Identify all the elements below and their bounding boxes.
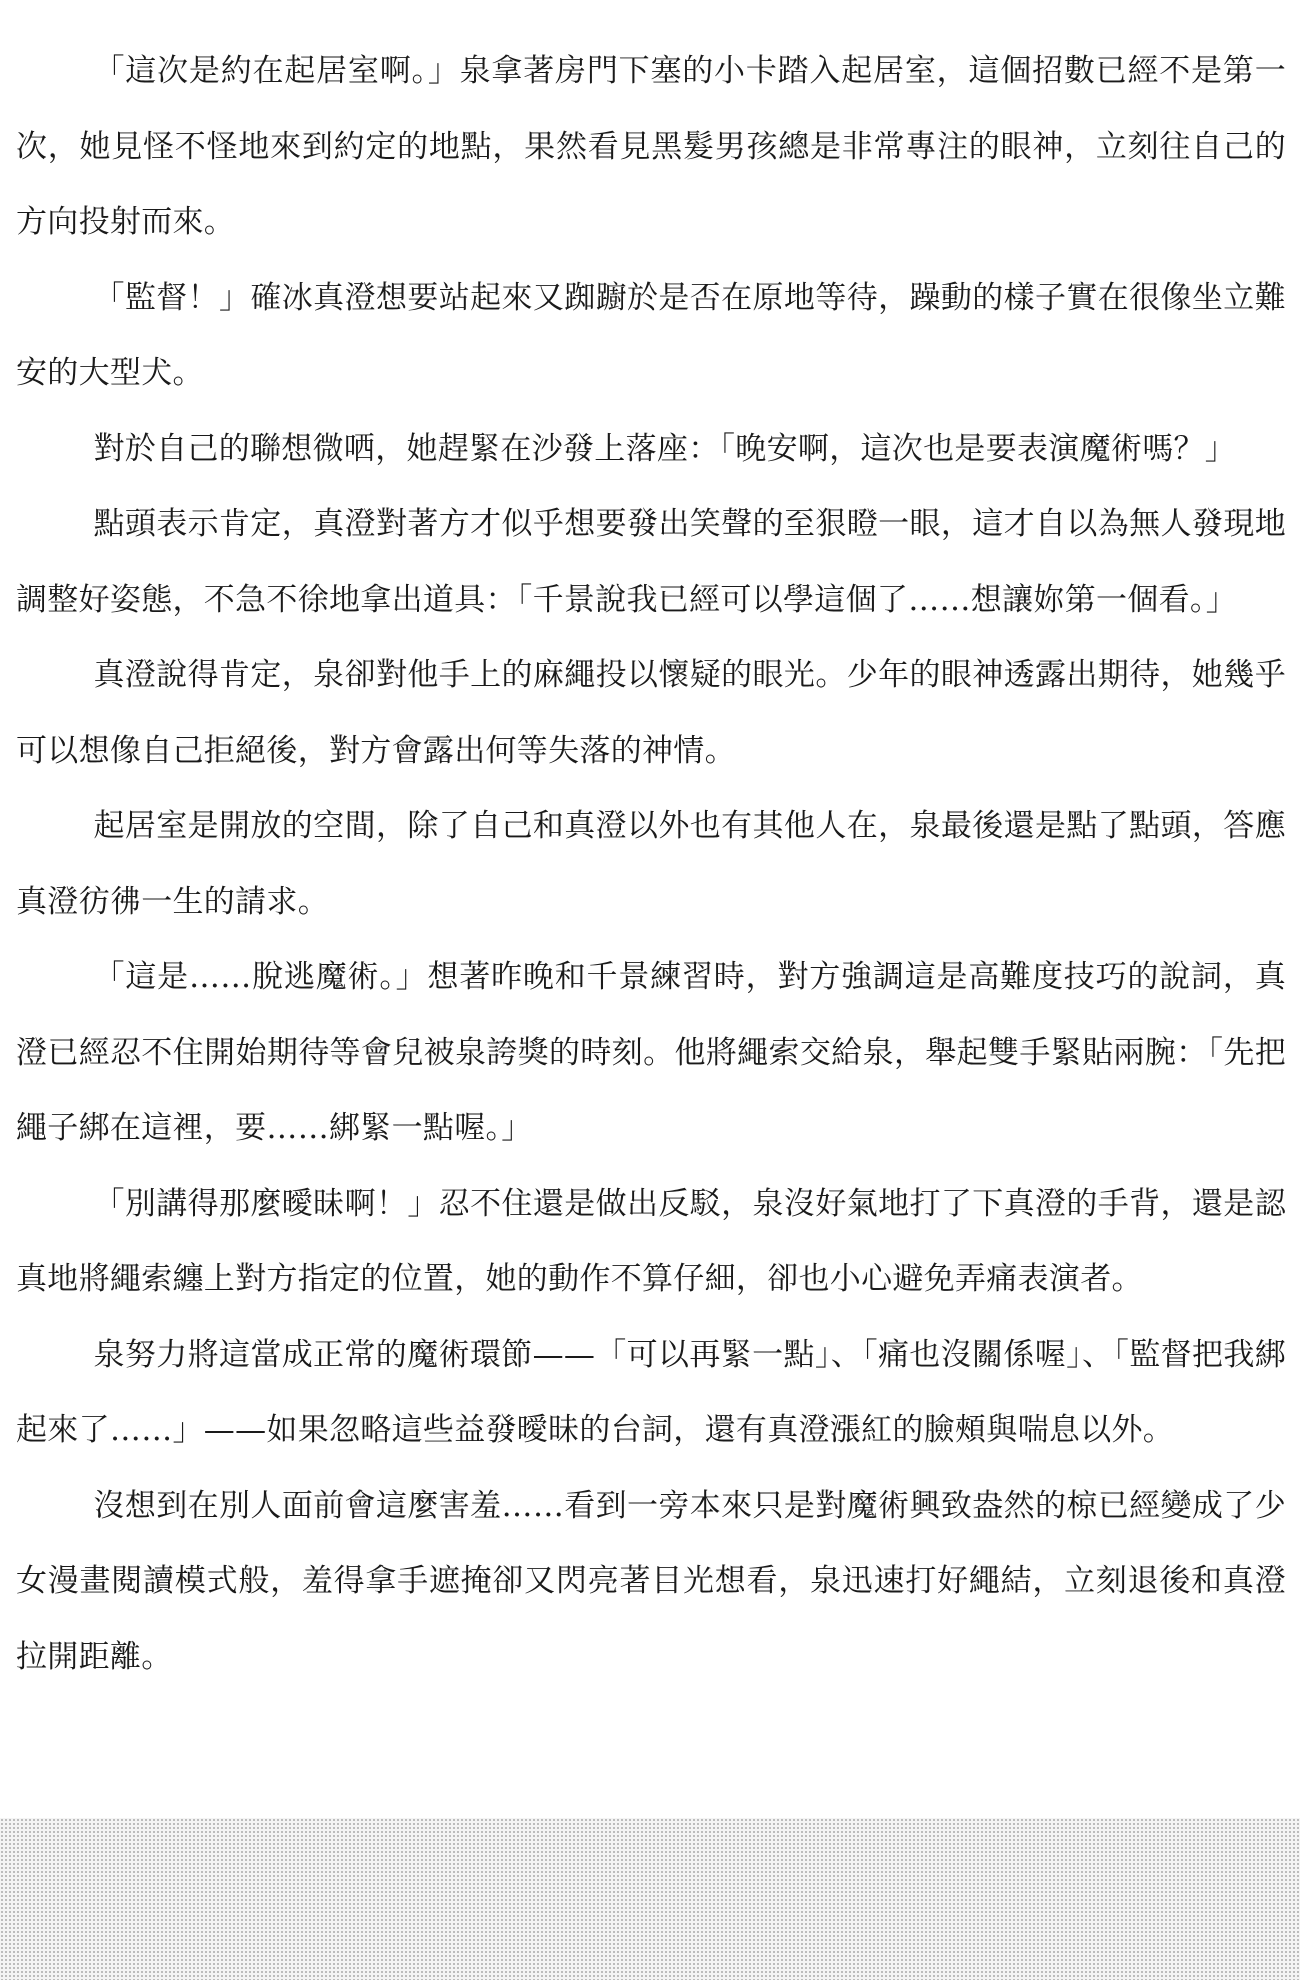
paragraph-4: 點頭表示肯定，真澄對著方才似乎想要發出笑聲的至狠瞪一眼，這才自以為無人發現地調整好姿態，不急不徐地拿出道具：「千景說我已經可以學這個了……想讓妳第一個看。」 bbox=[16, 506, 1286, 618]
paragraph-8: 「別講得那麼曖昧啊！」忍不住還是做出反駁，泉沒好氣地打了下真澄的手背，還是認真地將繩索纏上對方指定的位置，她的動作不算仔細，卻也小心避免弄痛表演者。 bbox=[16, 1185, 1286, 1297]
paragraph-7: 「這是……脫逃魔術。」想著昨晚和千景練習時，對方強調這是高難度技巧的說詞，真澄已經忍不住開始期待等會兒被泉誇獎的時刻。他將繩索交給泉，舉起雙手緊貼兩腕：「先把繩子綁在這裡，要……綁緊一點喔。」 bbox=[16, 959, 1286, 1146]
paragraph-3: 對於自己的聯想微哂，她趕緊在沙發上落座：「晚安啊，這次也是要表演魔術嗎？」 bbox=[93, 430, 1237, 467]
paragraph-9: 泉努力將這當成正常的魔術環節——「可以再緊一點」、「痛也沒關係喔」、「監督把我綁起來了……」——如果忽略這些益發曖昧的台詞，還有真澄漲紅的臉頰與喘息以外。 bbox=[16, 1336, 1286, 1448]
body-text bbox=[16, 34, 1286, 1695]
paragraph-1: 「這次是約在起居室啊。」泉拿著房門下塞的小卡踏入起居室，這個招數已經不是第一次，她見怪不怪地來到約定的地點，果然看見黑髮男孩總是非常專注的眼神，立刻往自己的方向投射而來。 bbox=[16, 53, 1286, 240]
paragraph-5: 真澄說得肯定，泉卻對他手上的麻繩投以懷疑的眼光。少年的眼神透露出期待，她幾乎可以想像自己拒絕後，對方會露出何等失落的神情。 bbox=[16, 657, 1286, 769]
paragraph-10: 沒想到在別人面前會這麼害羞……看到一旁本來只是對魔術興致盎然的椋已經變成了少女漫畫閱讀模式般，羞得拿手遮掩卻又閃亮著目光想看，泉迅速打好繩結，立刻退後和真澄拉開距離。 bbox=[16, 1487, 1286, 1675]
paragraph-2: 「監督！」確冰真澄想要站起來又踟躕於是否在原地等待，躁動的樣子實在很像坐立難安的大型犬。 bbox=[16, 279, 1286, 391]
screentone-overlay bbox=[0, 1818, 1300, 1980]
paragraph-6: 起居室是開放的空間，除了自己和真澄以外也有其他人在，泉最後還是點了點頭，答應真澄彷彿一生的請求。 bbox=[16, 808, 1286, 920]
